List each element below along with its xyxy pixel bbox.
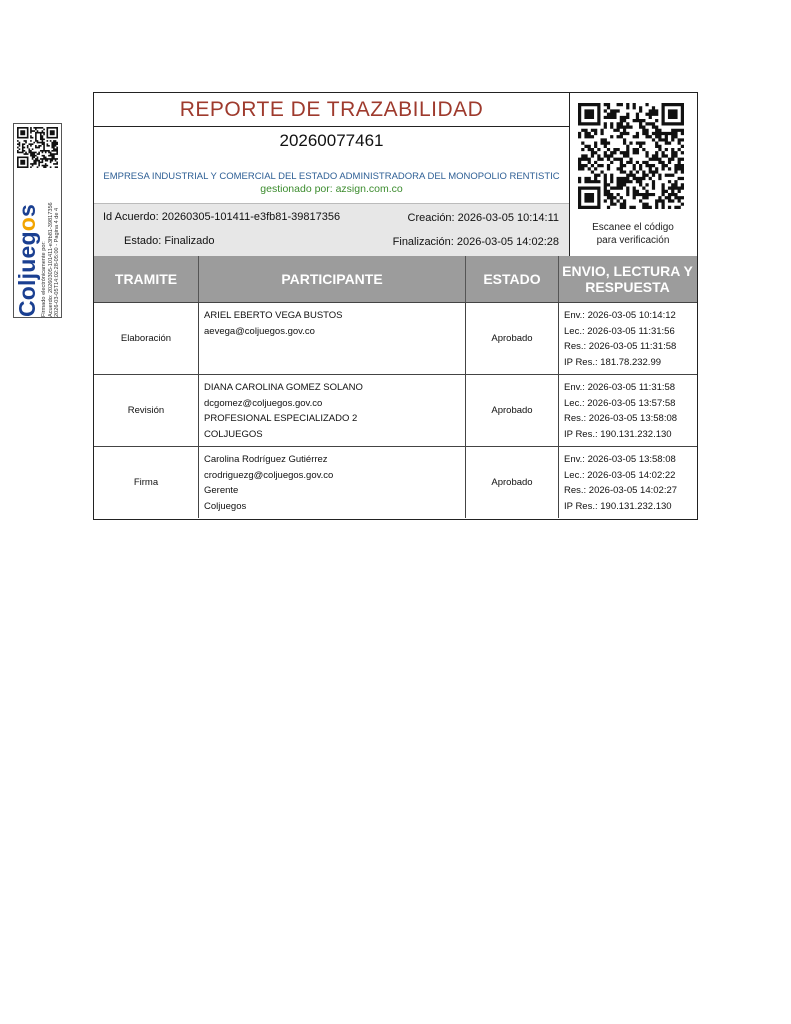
table-row — [94, 302, 697, 374]
side-stamp-line-2: Acuerdo: 20260305-101411-e3fb81-39817356 — [47, 202, 54, 317]
envio-cell: Env.: 2026-03-05 10:14:12 Lec.: 2026-03-05 11:31:56 Res.: 2026-03-05 11:31:58 IP Res.: 181.78.232.99 — [564, 310, 677, 368]
side-stamp-rotated — [14, 173, 63, 319]
header-estado: ESTADO — [466, 256, 559, 302]
agreement-id: Id Acuerdo: 20260305-101411-e3fb81-39817356 — [103, 211, 341, 223]
side-verification-stamp — [13, 123, 62, 318]
tramite-cell: Elaboración — [94, 303, 199, 374]
creation-date: Creación: 2026-03-05 10:14:11 — [407, 212, 559, 224]
entity-name: EMPRESA INDUSTRIAL Y COMERCIAL DEL ESTADO ADMINISTRADORA DEL MONOPOLIO RENTISTIC — [103, 171, 560, 182]
report-title: REPORTE DE TRAZABILIDAD — [94, 93, 569, 127]
qr-modules — [17, 127, 58, 168]
qr-modules — [578, 103, 684, 209]
finalization-date: Finalización: 2026-03-05 14:02:28 — [392, 236, 559, 248]
envio-cell: Env.: 2026-03-05 11:31:58 Lec.: 2026-03-05 13:57:58 Res.: 2026-03-05 13:58:08 IP Res.: 190.131.232.130 — [564, 382, 678, 440]
coljuegos-logo: Coljuegos — [14, 204, 40, 317]
participante-cell: ARIEL EBERTO VEGA BUSTOS aevega@coljuegos.gov.co — [199, 303, 466, 374]
header-participante: PARTICIPANTE — [199, 256, 466, 302]
side-stamp-text — [41, 202, 61, 317]
table-row — [94, 374, 697, 446]
scan-instructions: Escanee el código para verificación — [592, 222, 674, 246]
estado-cell: Aprobado — [466, 375, 559, 446]
managed-by-link[interactable]: gestionado por: azsign.com.co — [260, 183, 403, 195]
table-header — [94, 256, 697, 302]
verification-qr-code[interactable] — [578, 103, 684, 209]
header-tramite: TRAMITE — [94, 256, 199, 302]
report-number: 20260077461 — [279, 131, 384, 150]
side-stamp-line-3: 2026-03-05T14:02:28-05:00 - Pagina 4 de 4 — [54, 207, 61, 317]
envio-cell: Env.: 2026-03-05 13:58:08 Lec.: 2026-03-05 14:02:22 Res.: 2026-03-05 14:02:27 IP Res.: 190.131.232.130 — [564, 454, 678, 512]
table-row — [94, 446, 697, 518]
side-qr-code[interactable] — [17, 127, 58, 168]
participante-cell: DIANA CAROLINA GOMEZ SOLANO dcgomez@coljuegos.gov.co PROFESIONAL ESPECIALIZADO 2 COLJUEGOS — [199, 375, 466, 446]
header-envio: ENVIO, LECTURA Y RESPUESTA — [562, 263, 693, 295]
side-stamp-line-1: Firmado electrónicamente por: — [41, 241, 47, 317]
report-header — [94, 93, 570, 256]
tramite-cell: Firma — [94, 447, 199, 518]
verification-panel — [570, 93, 696, 256]
agreement-status: Estado: Finalizado — [124, 235, 215, 247]
traceability-report — [93, 92, 698, 520]
tramite-cell: Revisión — [94, 375, 199, 446]
estado-cell: Aprobado — [466, 303, 559, 374]
agreement-meta — [94, 203, 569, 256]
estado-cell: Aprobado — [466, 447, 559, 518]
participante-cell: Carolina Rodríguez Gutiérrez crodriguezg@coljuegos.gov.co Gerente Coljuegos — [199, 447, 466, 518]
